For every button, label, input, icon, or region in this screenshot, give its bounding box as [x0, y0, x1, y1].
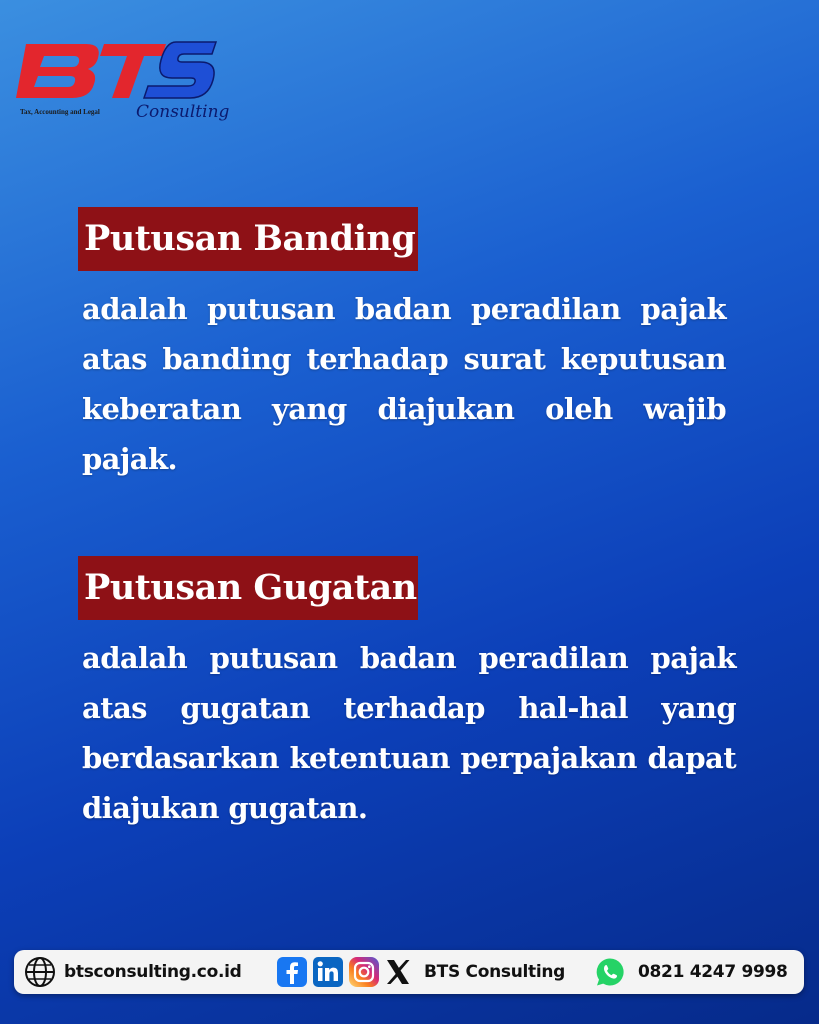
logo-subtitle: Consulting — [136, 102, 230, 122]
bts-logo-mark — [16, 36, 221, 111]
logo-tagline: Tax, Accounting and Legal — [20, 108, 100, 116]
linkedin-icon[interactable] — [312, 956, 344, 992]
x-icon[interactable] — [384, 956, 412, 992]
definition-putusan-gugatan: adalah putusan badan peradilan pajak atas gugatan terhadap hal-hal yang berdasarkan ketentuan perpajakan dapat diajukan gugatan. — [82, 641, 736, 825]
contact-footer-bar — [14, 950, 804, 994]
instagram-icon[interactable] — [348, 956, 380, 992]
heading-putusan-banding: Putusan Banding — [78, 207, 418, 271]
definition-putusan-banding: adalah putusan badan peradilan pajak atas banding terhadap surat keputusan keberatan yang diajukan oleh wajib pajak. — [82, 292, 726, 476]
bts-logo — [16, 36, 230, 131]
heading-putusan-gugatan: Putusan Gugatan — [78, 556, 418, 620]
whatsapp-icon[interactable] — [594, 956, 626, 992]
facebook-icon[interactable] — [276, 956, 308, 992]
social-account-name[interactable]: BTS Consulting — [424, 962, 566, 982]
website-link[interactable]: btsconsulting.co.id — [64, 962, 242, 982]
phone-number[interactable]: 0821 4247 9998 — [638, 962, 788, 982]
globe-icon — [24, 956, 56, 992]
